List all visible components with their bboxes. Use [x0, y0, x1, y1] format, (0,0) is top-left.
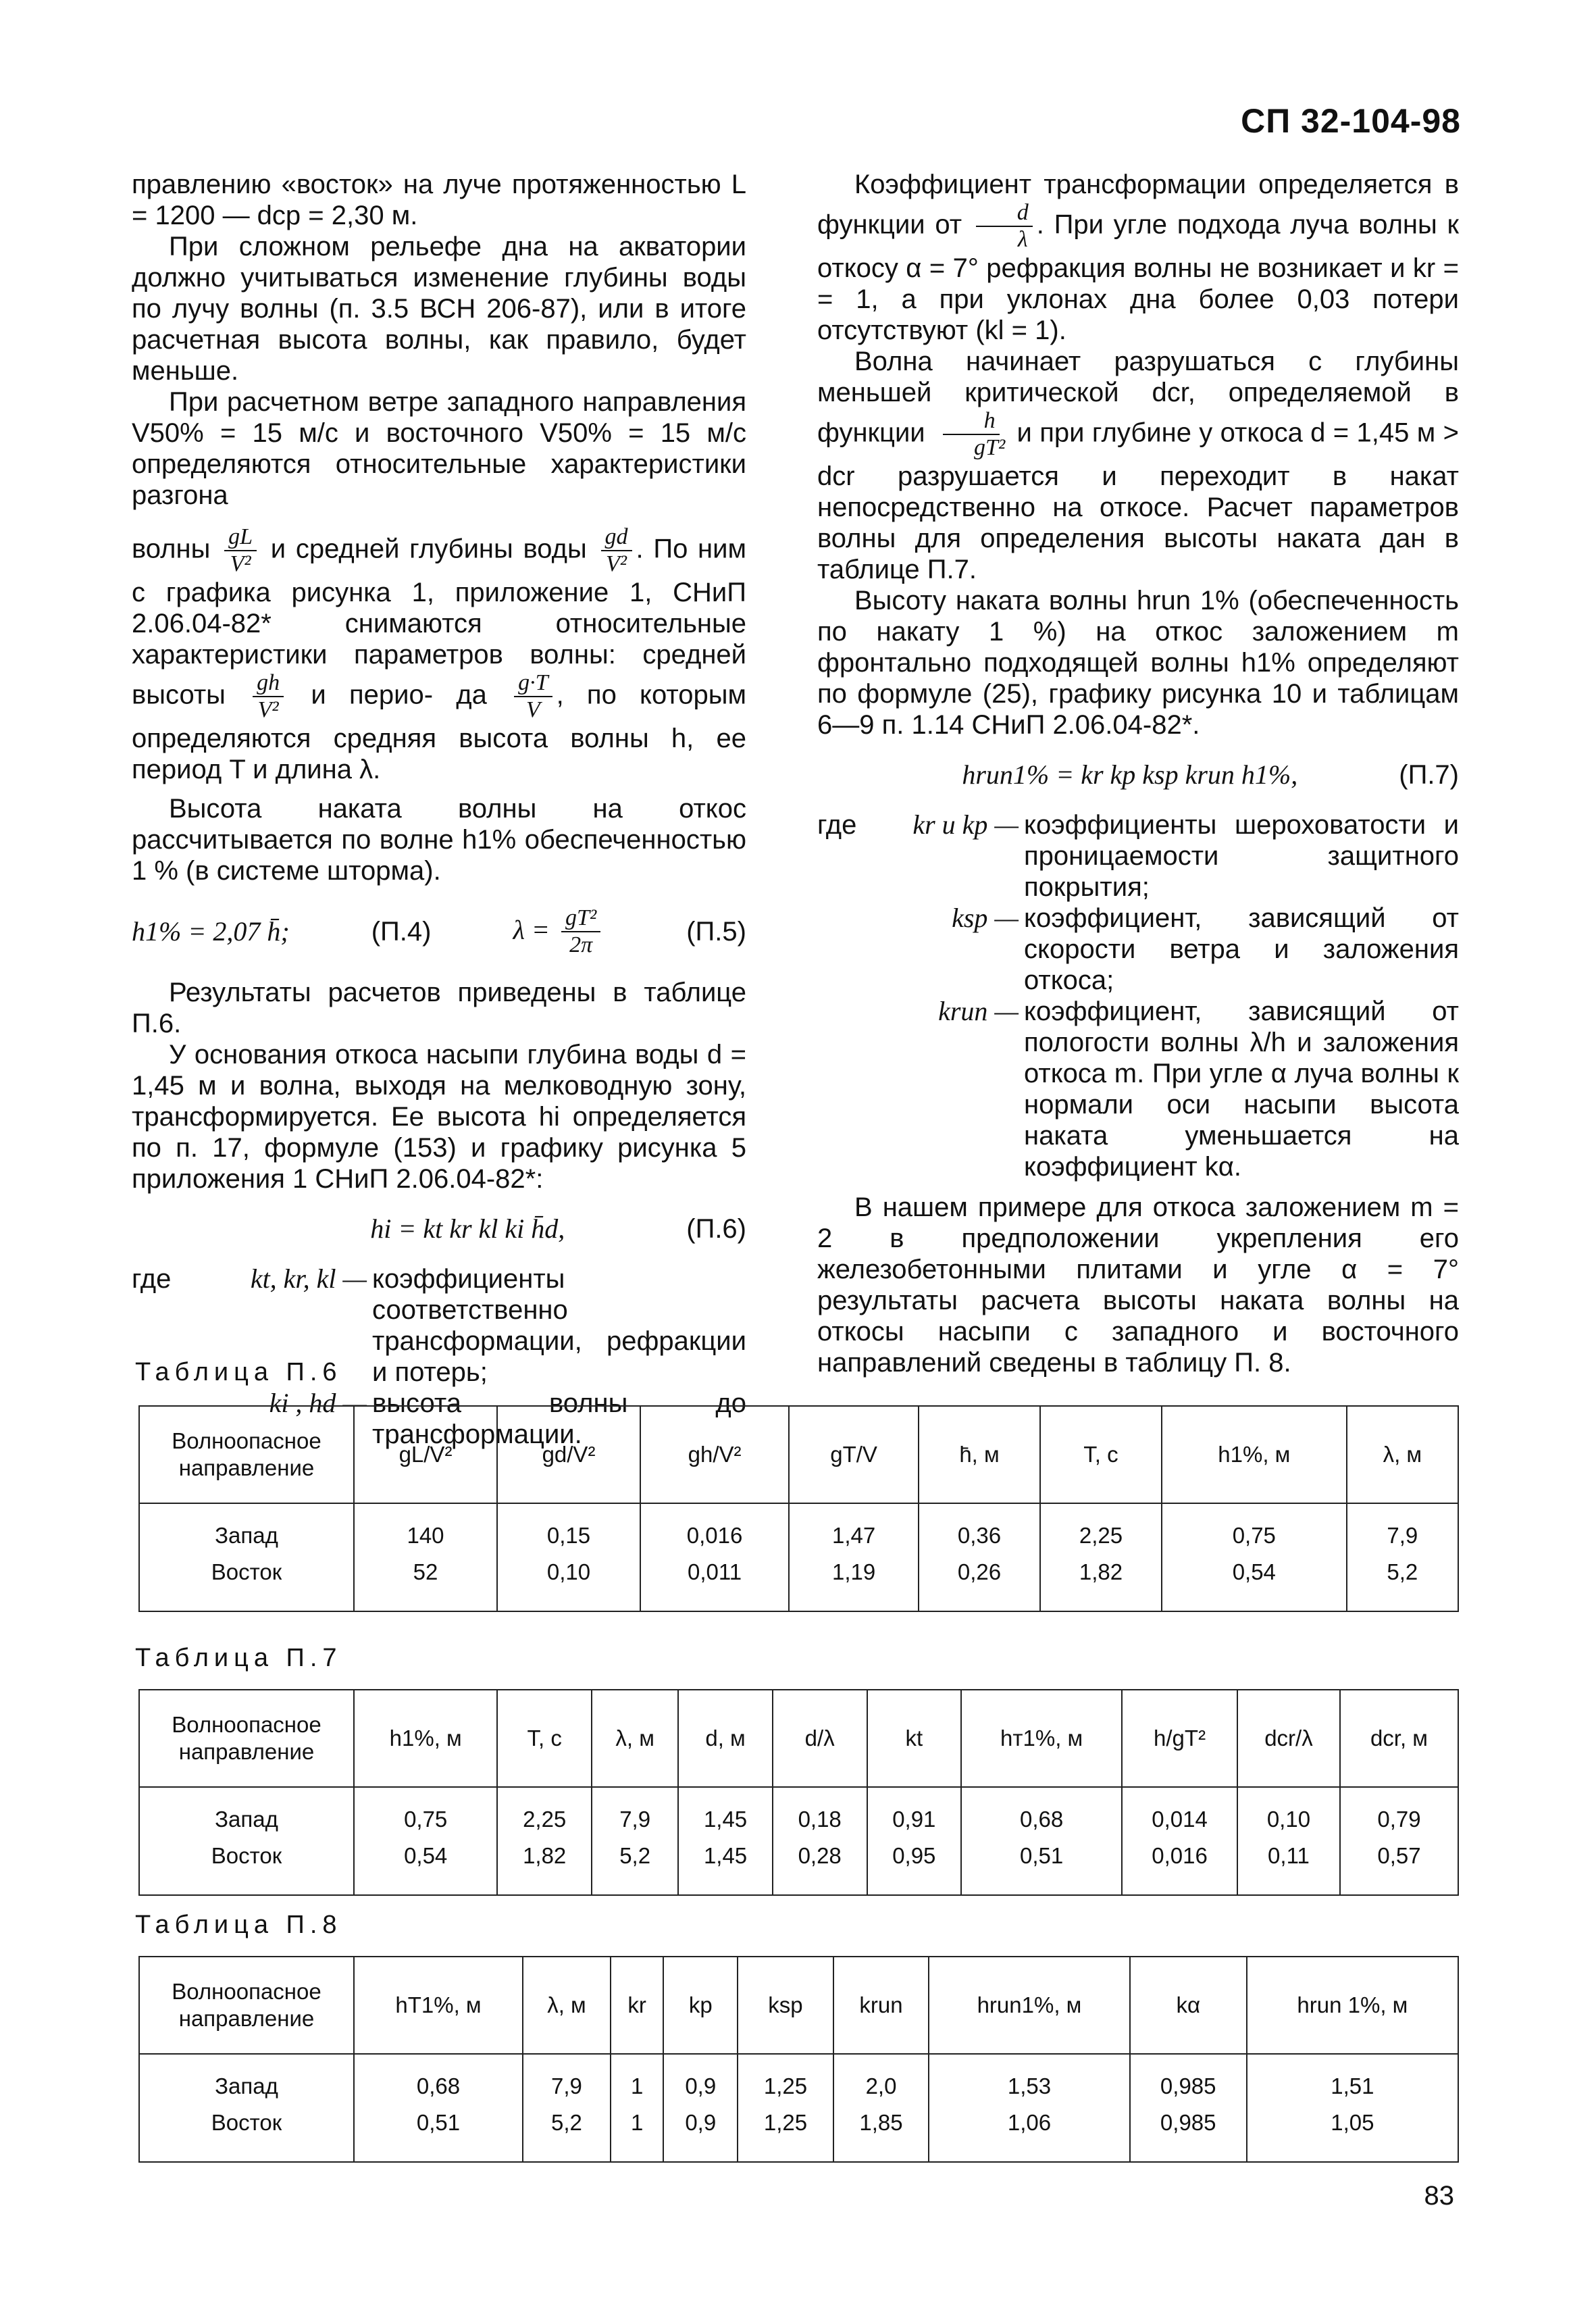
table6-caption: Таблица П.6 [135, 1358, 342, 1386]
table7-cell: 5,2 [592, 1838, 678, 1895]
table7-cell: 0,68 [961, 1787, 1122, 1838]
table8-header-cell: kr [611, 1957, 663, 2054]
formula-p6 [132, 1213, 746, 1244]
definition-symbol: krun — [938, 996, 1019, 1026]
table6-header-cell: gL/V² [354, 1406, 497, 1503]
definition-symbol: ksp — [952, 903, 1019, 933]
table8-header-cell: λ, м [523, 1957, 611, 2054]
table8-cell: 2,0 [833, 2054, 929, 2105]
table6 [138, 1405, 1459, 1612]
table6-header-cell: gh/V² [640, 1406, 789, 1503]
table6-cell: 0,011 [640, 1554, 789, 1611]
text-refraction: . При угле подхода луча волны к откосу α = 7° рефракция волны не возникает и kr = = 1, а при уклонах дна более 0,03 потери отсутствуют (kl = 1). [817, 209, 1459, 345]
table8-header-row [139, 1957, 1458, 2054]
table7-cell: Запад [139, 1787, 354, 1838]
table8-cell: 0,985 [1130, 2054, 1247, 2105]
fraction-numerator: gT² [561, 905, 600, 932]
table7-cell: 0,10 [1237, 1787, 1340, 1838]
table7-cell: 0,016 [1122, 1838, 1237, 1895]
formula-p4-p5 [132, 905, 746, 958]
table8-cell: 0,68 [354, 2054, 523, 2105]
left-paragraph-1: правлению «восток» на луче протяженностью L = 1200 — dср = 2,30 м. [132, 170, 746, 230]
fraction-denominator: V [525, 697, 540, 722]
fraction-numerator: g·T [514, 670, 552, 697]
formula-lambda-lhs: λ = [513, 914, 550, 945]
table6-cell: 1,82 [1040, 1554, 1162, 1611]
fraction-denominator: λ [1017, 227, 1028, 252]
table7-cell: Восток [139, 1838, 354, 1895]
fraction-numerator: d [976, 200, 1033, 227]
table7-cell: 0,28 [773, 1838, 867, 1895]
table7-row [139, 1838, 1458, 1895]
table7-cell: 0,11 [1237, 1838, 1340, 1895]
text-wave: волны [132, 534, 211, 564]
table7-body [139, 1787, 1458, 1895]
table8-header-cell: kα [1130, 1957, 1247, 2054]
table8-caption: Таблица П.8 [135, 1911, 342, 1939]
table6-header-cell: gd/V² [497, 1406, 640, 1503]
left-paragraph-7: У основания откоса насыпи глубина воды d = 1,45 м и волна, выходя на мелководную зону, трансформируется. Ее высота hi определяется по п. 17, формуле (153) и графику рисунка 5 приложения 1 СНиП 2.06.04-82*: [132, 1040, 746, 1194]
fraction-gL-V2 [224, 524, 257, 577]
right-column [817, 169, 1459, 1378]
formula-lambda [513, 905, 605, 958]
fraction-h-gT2 [937, 408, 1005, 461]
table8-body [139, 2054, 1458, 2162]
table8-row [139, 2105, 1458, 2162]
fraction-d-lambda [976, 200, 1033, 253]
table6-cell: 0,016 [640, 1503, 789, 1554]
table7-header-cell: d, м [678, 1690, 773, 1787]
table7-cell: 7,9 [592, 1787, 678, 1838]
right-paragraph-2 [817, 346, 1459, 585]
formula-h1: h1% = 2,07 h̄; [132, 916, 290, 947]
text-period: и перио- [311, 680, 434, 710]
table7-header-cell: T, c [497, 1690, 592, 1787]
table7-header-cell: dcr, м [1340, 1690, 1458, 1787]
table6-cell: 0,15 [497, 1503, 640, 1554]
table6-cell: 0,75 [1162, 1503, 1347, 1554]
table8 [138, 1956, 1459, 2163]
fraction-denominator: gT² [974, 435, 1006, 460]
left-paragraph-2: При сложном рельефе дна на акватории должно учитываться изменение глубины воды по лучу волны (п. 3.5 ВСН 206-87), или в итоге расчетная высота волны, как правило, будет меньше. [132, 232, 746, 386]
table8-header-cell: kp [663, 1957, 738, 2054]
table8-cell: 1,51 [1247, 2054, 1458, 2105]
fraction-numerator: gd [601, 524, 632, 551]
left-paragraph-4 [132, 524, 746, 785]
table7-cell: 0,79 [1340, 1787, 1458, 1838]
table7-cell: 0,91 [867, 1787, 962, 1838]
table7-cell: 0,75 [354, 1787, 497, 1838]
table8-header-cell: Волноопасное направление [139, 1957, 354, 2054]
table8-cell: 1 [611, 2054, 663, 2105]
table7-header-cell: kt [867, 1690, 962, 1787]
formula-hi: hi = kt kr kl ki h̄d, [370, 1213, 565, 1244]
left-paragraph-5: Высота наката волны на откос рассчитывается по волне h1% обеспеченностью 1 % (в системе шторма). [132, 794, 746, 886]
table6-cell: 0,54 [1162, 1554, 1347, 1611]
table6-header-cell: h1%, м [1162, 1406, 1347, 1503]
definition-text: коэффициенты соответственно трансформации, рефракции и потерь; [372, 1264, 746, 1387]
table7-cell: 0,54 [354, 1838, 497, 1895]
text-da: да [456, 680, 487, 710]
table6-cell: 52 [354, 1554, 497, 1611]
fraction-numerator: gh [253, 670, 284, 697]
text-breaking: Волна начинает разрушаться с глубины меньшей критической dcr, определяемой в функции [817, 347, 1459, 448]
table7-caption: Таблица П.7 [135, 1644, 342, 1672]
table8-cell: 1,05 [1247, 2105, 1458, 2162]
text-transform: Коэффициент трансформации определяется в функции от [817, 170, 1459, 240]
table7-header-cell: h/gT² [1122, 1690, 1237, 1787]
table8-cell: 5,2 [523, 2105, 611, 2162]
table7-header-cell: dcr/λ [1237, 1690, 1340, 1787]
fraction-gT2-2pi [561, 905, 600, 958]
table6-cell: 140 [354, 1503, 497, 1554]
table7-cell: 2,25 [497, 1787, 592, 1838]
formula-hrun: hrun1% = kr kp ksp krun h1%, [962, 759, 1298, 790]
table6-cell: 1,47 [789, 1503, 919, 1554]
table8-cell: 0,9 [663, 2054, 738, 2105]
definition-where: где [132, 1264, 172, 1294]
right-paragraph-3: Высоту наката волны hrun 1% (обеспеченность по накату 1 %) на откос заложением m фронтально подходящей волны h1% определяют по формуле (25), графику рисунка 10 и таблицам 6—9 п. 1.14 СНиП 2.06.04-82*. [817, 586, 1459, 740]
table6-header-cell: h̄, м [919, 1406, 1040, 1503]
table7 [138, 1689, 1459, 1896]
text-graph: . По ним с графика рисунка 1, приложение 1, СНиП 2.06.04-82* снимаются относительные характеристики параметров волны: средней высоты [132, 534, 746, 710]
table8-cell: 1 [611, 2105, 663, 2162]
table6-cell: 1,19 [789, 1554, 919, 1611]
table6-row [139, 1503, 1458, 1554]
left-paragraph-3: При расчетном ветре западного направления V50% = 15 м/с и восточного V50% = 15 м/с определяются относительные характеристики разгона [132, 387, 746, 510]
table7-header-cell: hт1%, м [961, 1690, 1122, 1787]
table8-header-cell: hT1%, м [354, 1957, 523, 2054]
table8-row [139, 2054, 1458, 2105]
fraction-denominator: 2π [569, 932, 593, 957]
table6-cell: 5,2 [1347, 1554, 1458, 1611]
table8-cell: 1,85 [833, 2105, 929, 2162]
table8-header-cell: ksp [738, 1957, 833, 2054]
table6-row [139, 1554, 1458, 1611]
table7-header-cell: d/λ [773, 1690, 867, 1787]
table8-cell: 0,985 [1130, 2105, 1247, 2162]
table7-cell: 0,18 [773, 1787, 867, 1838]
right-paragraph-4: В нашем примере для откоса заложением m = 2 в предположении укрепления его железобетонными плитами и угле α = 7° результаты расчета высоты наката волны на откосы насыпи с западного и восточного направлений сведены в таблицу П. 8. [817, 1192, 1459, 1378]
table6-header-row [139, 1406, 1458, 1503]
formula-p7 [817, 759, 1459, 790]
table6-header-cell: T, c [1040, 1406, 1162, 1503]
table6-cell: 0,26 [919, 1554, 1040, 1611]
fraction-gd-V2 [601, 524, 632, 577]
formula-label-p5: (П.5) [686, 917, 746, 947]
table7-cell: 1,45 [678, 1838, 773, 1895]
table8-cell: 0,51 [354, 2105, 523, 2162]
table7-cell: 0,95 [867, 1838, 962, 1895]
fraction-numerator: h [943, 408, 1000, 435]
table7-cell: 1,82 [497, 1838, 592, 1895]
table7-cell: 1,45 [678, 1787, 773, 1838]
definition-text: коэффициенты шероховатости и проницаемости защитного покрытия; [1024, 810, 1459, 902]
table6-cell: 0,10 [497, 1554, 640, 1611]
fraction-denominator: V² [606, 551, 627, 576]
text-wave-length: , по которым определяются средняя высота волны h, ее период T и длина λ. [132, 680, 746, 784]
table8-cell: 1,25 [738, 2105, 833, 2162]
table7-header-cell: Волноопасное направление [139, 1690, 354, 1787]
fraction-gh-V2 [253, 670, 284, 723]
formula-label-p4: (П.4) [371, 917, 432, 947]
table6-cell: Запад [139, 1503, 354, 1554]
left-column [132, 169, 746, 1450]
table6-body [139, 1503, 1458, 1611]
table7-header-cell: λ, м [592, 1690, 678, 1787]
table8-cell: 1,53 [929, 2054, 1129, 2105]
fraction-numerator: gL [224, 524, 257, 551]
page-number: 83 [1424, 2181, 1454, 2211]
table7-row [139, 1787, 1458, 1838]
definition-text: коэффициент, зависящий от пологости волны λ/h и заложения откоса m. При угле α луча волны к нормали оси насыпи высота наката уменьшается на коэффициент kα. [1024, 997, 1459, 1182]
table7-cell: 0,51 [961, 1838, 1122, 1895]
table8-header-cell: hrun1%, м [929, 1957, 1129, 2054]
definition-symbol: ki , hd — [269, 1388, 367, 1418]
table7-header-cell: h1%, м [354, 1690, 497, 1787]
fraction-denominator: V² [230, 551, 251, 576]
table8-header-cell: krun [833, 1957, 929, 2054]
definition-text: высота волны до трансформации. [372, 1388, 746, 1449]
table6-cell: 0,36 [919, 1503, 1040, 1554]
right-paragraph-1 [817, 169, 1459, 346]
text-breaking-depth: и при глубине у откоса d = 1,45 м > dcr разрушается и переходит в накат непосредственно на откосе. Расчет параметров волны для определения высоты наката дан в таблице П.7. [817, 418, 1459, 584]
table7-cell: 0,014 [1122, 1787, 1237, 1838]
table8-cell: Запад [139, 2054, 354, 2105]
table6-header-cell: Волноопасное направление [139, 1406, 354, 1503]
table6-header-cell: λ, м [1347, 1406, 1458, 1503]
definition-symbol: kr и kp — [912, 809, 1019, 840]
definition-symbol: kt, kr, kl — [250, 1263, 367, 1294]
formula-label-p7: (П.7) [1399, 760, 1459, 790]
document-code: СП 32-104-98 [1241, 102, 1461, 140]
table7-header-row [139, 1690, 1458, 1787]
table8-header-cell: hrun 1%, м [1247, 1957, 1458, 2054]
table8-cell: Восток [139, 2105, 354, 2162]
table8-cell: 1,25 [738, 2054, 833, 2105]
table8-cell: 7,9 [523, 2054, 611, 2105]
fraction-gT-V [514, 670, 552, 723]
table7-cell: 0,57 [1340, 1838, 1458, 1895]
table8-cell: 1,06 [929, 2105, 1129, 2162]
left-paragraph-6: Результаты расчетов приведены в таблице П.6. [132, 978, 746, 1038]
table6-cell: 7,9 [1347, 1503, 1458, 1554]
formula-label-p6: (П.6) [686, 1214, 746, 1244]
definitions-right [817, 809, 1459, 1182]
fraction-denominator: V² [257, 697, 279, 722]
table6-header-cell: gT/V [789, 1406, 919, 1503]
definition-text: коэффициент, зависящий от скорости ветра и заложения откоса; [1024, 903, 1459, 995]
text-depth: и средней глубины воды [270, 534, 587, 564]
table6-cell: Восток [139, 1554, 354, 1611]
table8-cell: 0,9 [663, 2105, 738, 2162]
definition-where: где [817, 810, 857, 840]
table6-cell: 2,25 [1040, 1503, 1162, 1554]
